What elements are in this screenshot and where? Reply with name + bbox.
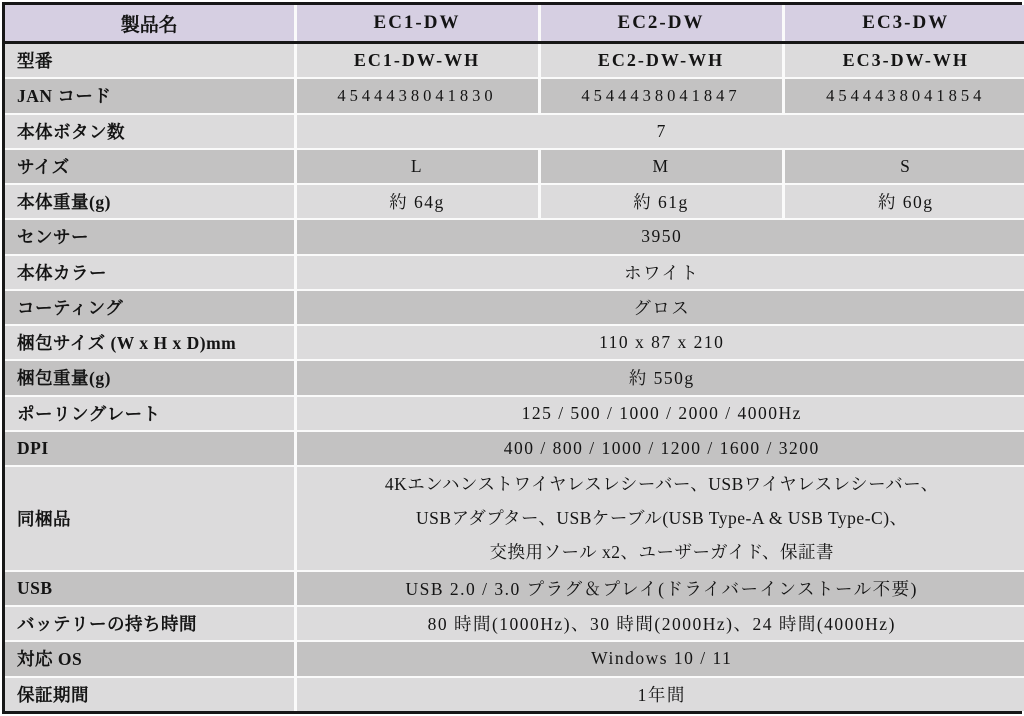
row-dpi bbox=[5, 431, 1024, 466]
row-label: 同梱品 bbox=[5, 466, 295, 571]
row-value: 約 550g bbox=[295, 360, 1024, 395]
row-label: 梱包重量(g) bbox=[5, 360, 295, 395]
row-value: USB 2.0 / 3.0 プラグ＆プレイ(ドライバーインストール不要) bbox=[295, 571, 1024, 606]
row-value: EC1-DW-WH bbox=[295, 43, 539, 79]
row-value: EC2-DW-WH bbox=[539, 43, 783, 79]
row-sensor bbox=[5, 219, 1024, 254]
row-polling-rate bbox=[5, 396, 1024, 431]
row-value: 3950 bbox=[295, 219, 1024, 254]
row-value: 約 60g bbox=[783, 184, 1024, 219]
included-items-line-2: USBアダプター、USBケーブル(USB Type-A & USB Type-C)、 bbox=[415, 508, 908, 529]
row-warranty bbox=[5, 677, 1024, 711]
row-label: ポーリングレート bbox=[5, 396, 295, 431]
row-label: 型番 bbox=[17, 51, 53, 72]
row-value: 4544438041830 bbox=[295, 78, 539, 113]
row-value: 125 / 500 / 1000 / 2000 / 4000Hz bbox=[295, 396, 1024, 431]
row-value: 4544438041847 bbox=[539, 78, 783, 113]
row-value: L bbox=[295, 149, 539, 184]
row-model-number bbox=[5, 43, 1024, 79]
row-value: 約 61g bbox=[539, 184, 783, 219]
row-body-color bbox=[5, 255, 1024, 290]
row-value: Windows 10 / 11 bbox=[295, 641, 1024, 676]
spec-table bbox=[5, 5, 1024, 711]
row-label: コーティング bbox=[5, 290, 295, 325]
included-items-line-1: 4Kエンハンストワイヤレスレシーバー、USBワイヤレスレシーバー、 bbox=[384, 474, 939, 495]
row-label: 本体ボタン数 bbox=[5, 114, 295, 149]
row-jan-code bbox=[5, 78, 1024, 113]
row-label: DPI bbox=[5, 431, 295, 466]
row-value: EC3-DW-WH bbox=[783, 43, 1024, 79]
row-package-weight bbox=[5, 360, 1024, 395]
row-label: サイズ bbox=[5, 149, 295, 184]
header-product-name-label: 製品名 bbox=[5, 5, 295, 43]
row-value: 1年間 bbox=[295, 677, 1024, 711]
row-value: S bbox=[783, 149, 1024, 184]
row-battery-life bbox=[5, 606, 1024, 641]
row-label: USB bbox=[5, 571, 295, 606]
row-body-weight bbox=[5, 184, 1024, 219]
row-value: ホワイト bbox=[295, 255, 1024, 290]
included-items-line-3: 交換用ソール x2、ユーザーガイド、保証書 bbox=[489, 542, 835, 563]
row-value: 4544438041854 bbox=[783, 78, 1024, 113]
row-label: 本体重量(g) bbox=[5, 184, 295, 219]
row-label: バッテリーの持ち時間 bbox=[5, 606, 295, 641]
row-value: 7 bbox=[295, 114, 1024, 149]
row-label: 保証期間 bbox=[5, 677, 295, 711]
row-value: 約 64g bbox=[295, 184, 539, 219]
row-size bbox=[5, 149, 1024, 184]
header-product-ec2: EC2-DW bbox=[539, 5, 783, 43]
row-coating bbox=[5, 290, 1024, 325]
row-value: 400 / 800 / 1000 / 1200 / 1600 / 3200 bbox=[295, 431, 1024, 466]
row-label: JAN コード bbox=[5, 78, 295, 113]
row-included-items bbox=[5, 466, 1024, 571]
row-value: M bbox=[539, 149, 783, 184]
row-label: 対応 OS bbox=[5, 641, 295, 676]
header-product-ec1: EC1-DW bbox=[295, 5, 539, 43]
row-value: 80 時間(1000Hz)、30 時間(2000Hz)、24 時間(4000Hz) bbox=[295, 606, 1024, 641]
row-value: 110 x 87 x 210 bbox=[295, 325, 1024, 360]
row-package-size bbox=[5, 325, 1024, 360]
row-supported-os bbox=[5, 641, 1024, 676]
row-label: 本体カラー bbox=[5, 255, 295, 290]
row-button-count bbox=[5, 114, 1024, 149]
row-label: センサー bbox=[5, 219, 295, 254]
row-usb bbox=[5, 571, 1024, 606]
table-header-row bbox=[5, 5, 1024, 43]
row-label: 梱包サイズ (W x H x D)mm bbox=[5, 325, 295, 360]
header-product-ec3: EC3-DW bbox=[783, 5, 1024, 43]
row-value: グロス bbox=[295, 290, 1024, 325]
row-value bbox=[295, 466, 1024, 571]
spec-table-border bbox=[2, 2, 1022, 714]
